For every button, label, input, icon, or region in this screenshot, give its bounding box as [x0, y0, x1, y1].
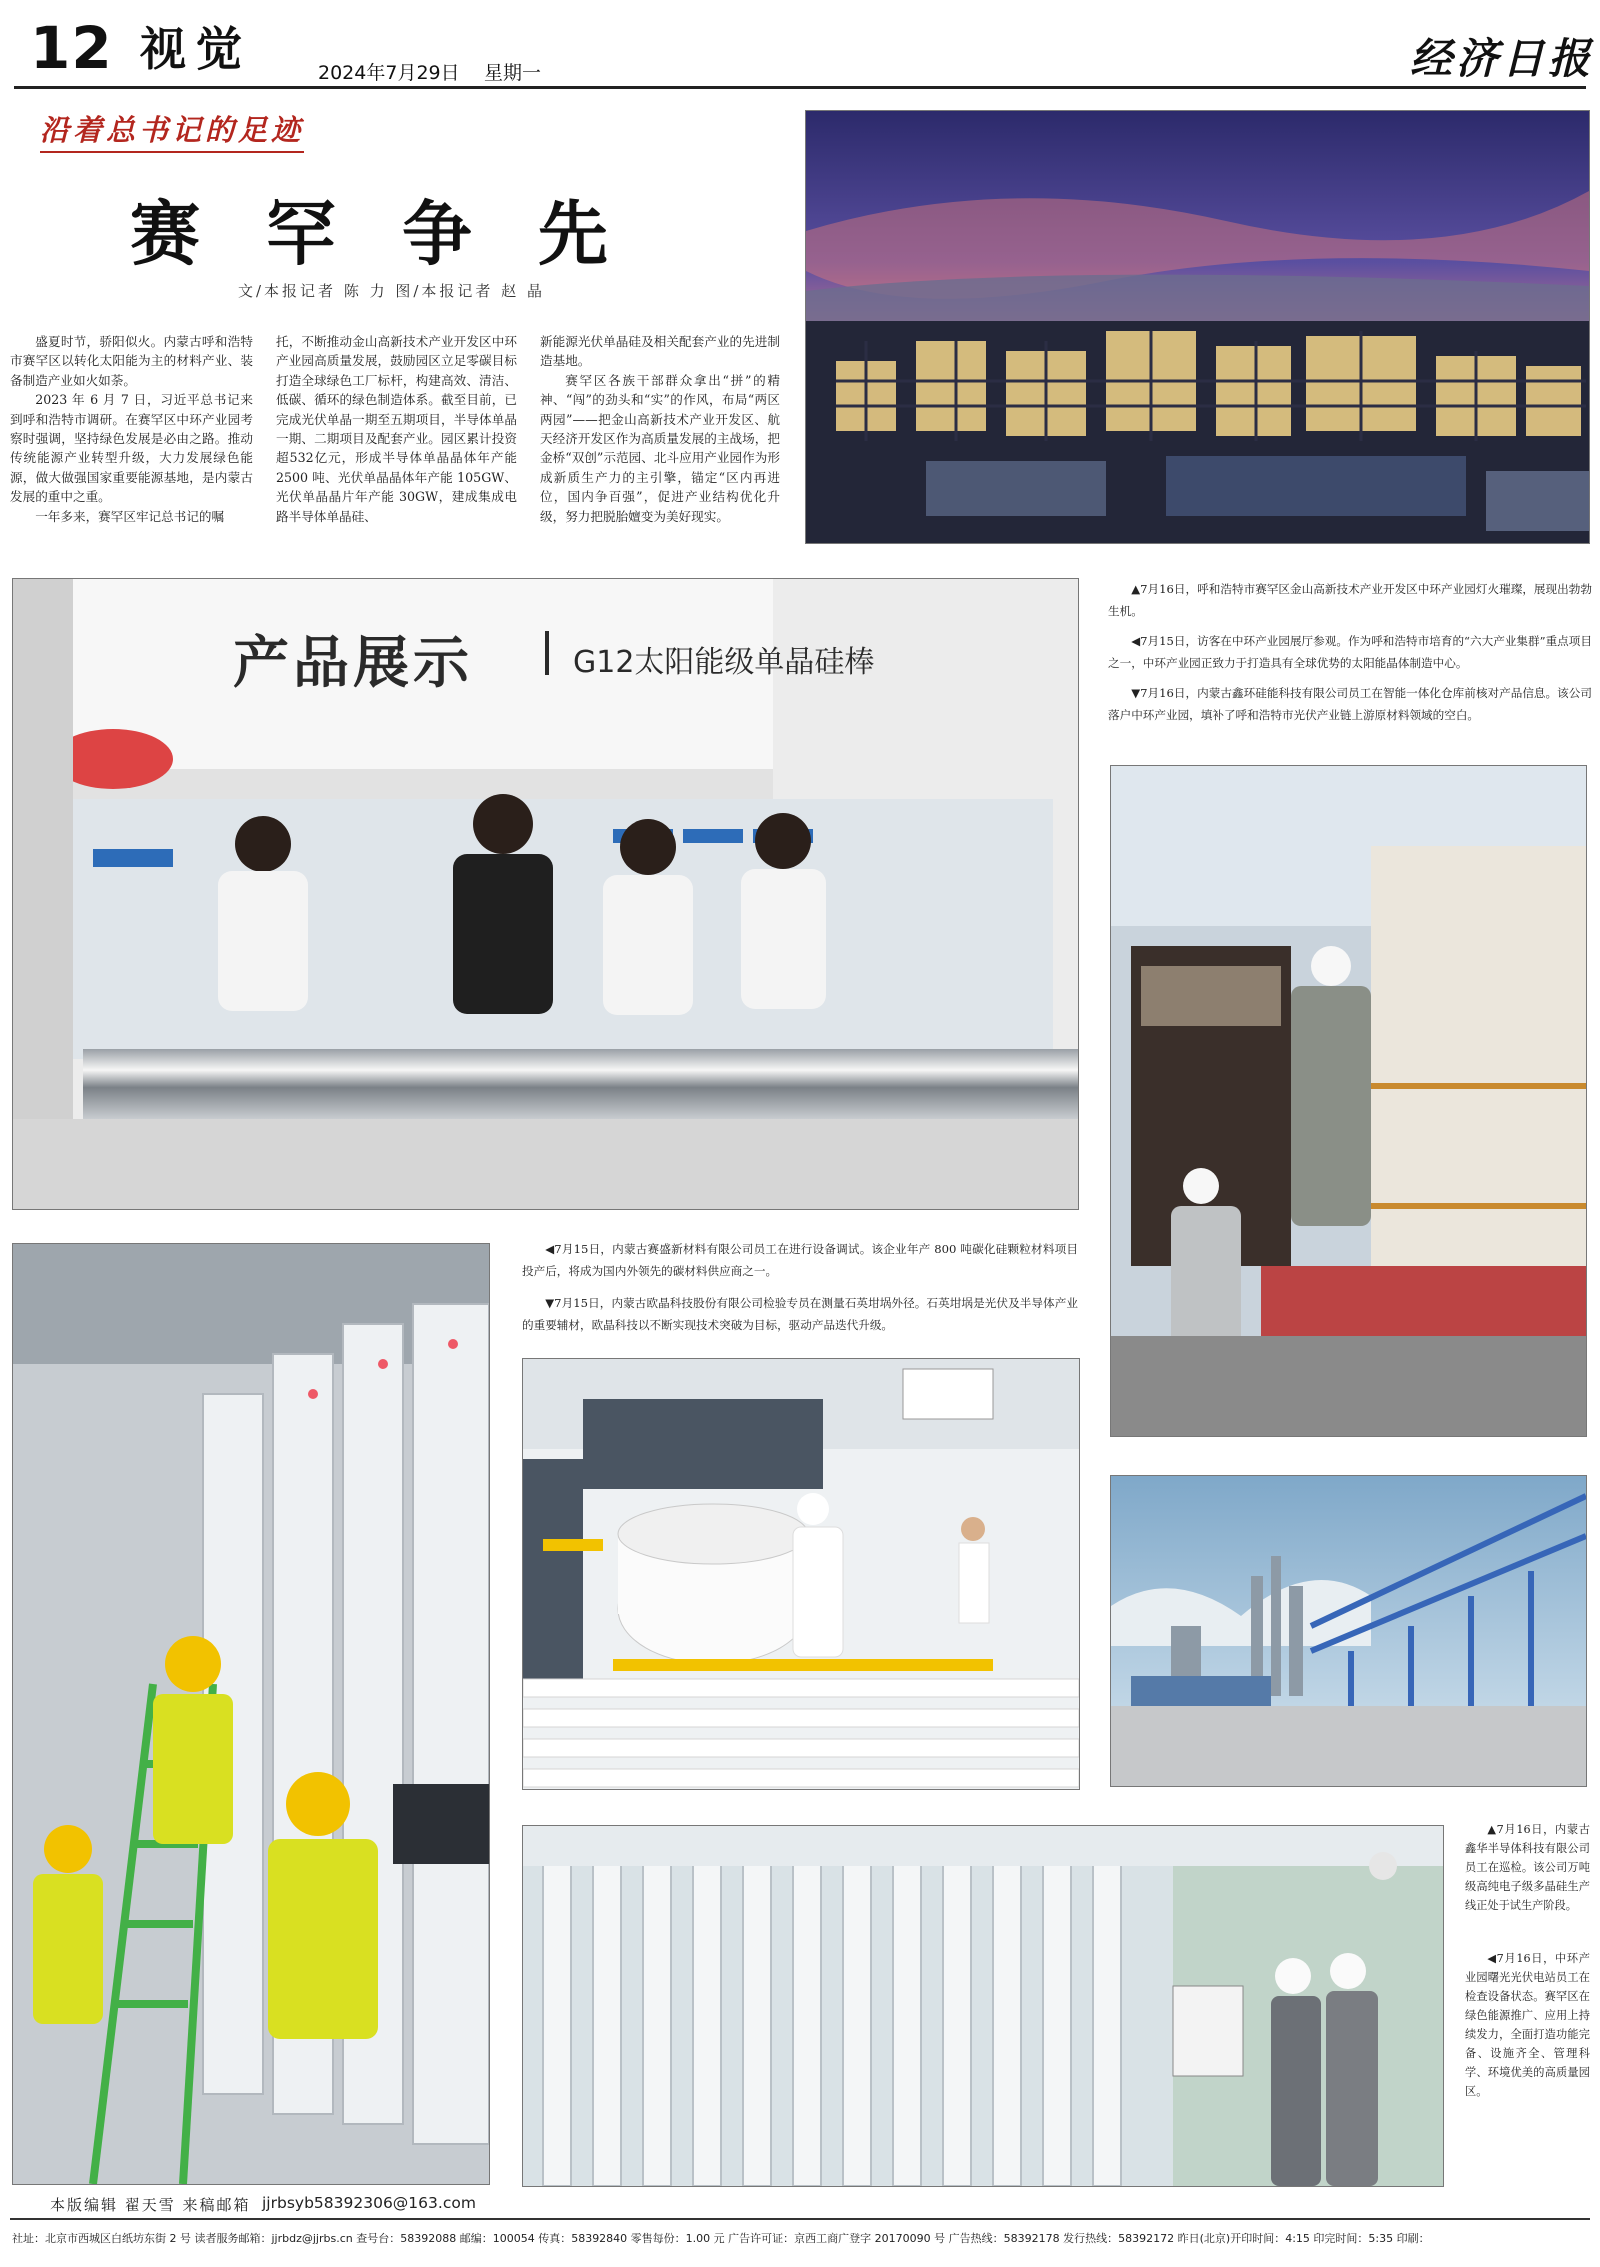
- caption: ◀7月15日，访客在中环产业园展厅参观。作为呼和浩特市培育的“六大产业集群”重点项目之一，中环产业园正致力于打造具有全球优势的太阳能晶体制造中心。: [1108, 634, 1592, 670]
- product-display-divider: [545, 631, 549, 675]
- issue-weekday: 星期一: [484, 62, 542, 84]
- photo-workers-ladder: [12, 1243, 490, 2185]
- caption-group-middle: [522, 1238, 1078, 1336]
- paragraph: 新能源光伏单晶硅及相关配套产业的先进制造基地。: [540, 334, 780, 369]
- caption: ▲7月16日，呼和浩特市赛罕区金山高新技术产业开发区中环产业园灯火璀璨，展现出勃勃生机。: [1108, 582, 1592, 618]
- newspaper-logo: 经济日报: [1410, 34, 1595, 83]
- paragraph: 赛罕区各族干部群众拿出“拼”的精神、“闯”的劲头和“实”的作风，布局“两区两园”——把金山高新技术产业开发区、航天经济开发区作为高质量发展的主战场，把金桥“双创”示范园、北斗应用产业园作为形成新质生产力的主引擎，锚定“区内再进位，国内争百强”，促进产业结构优化升级，努力把脱胎嬗变为美好现实。: [540, 372, 780, 524]
- footer-email: jjrbsyb58392306@163.com: [262, 2194, 476, 2212]
- issue-date: 2024年7月29日: [318, 62, 460, 84]
- article-column-2: [276, 332, 517, 526]
- caption: ▼7月15日，内蒙古欧晶科技股份有限公司检验专员在测量石英坩埚外径。石英坩埚是光伏及半导体产业的重要辅材，欧晶科技以不断实现技术突破为目标，驱动产品迭代升级。: [522, 1296, 1078, 1332]
- photo-pv-station-inspection: [522, 1825, 1444, 2187]
- photo-lab-crucible: [522, 1358, 1080, 1790]
- product-display-subtitle: G12太阳能级单晶硅棒: [573, 645, 875, 680]
- photo-polysilicon-plant: [1110, 1475, 1587, 1787]
- photo-industrial-park-dusk: [805, 110, 1590, 544]
- product-display-title: 产品展示: [233, 631, 473, 696]
- article-column-1: [10, 332, 253, 526]
- caption: ◀7月16日，中环产业园曙光光伏电站员工在检查设备状态。赛罕区在绿色能源推广、应用上持续发力，全面打造功能完备、设施齐全、管理科学、环境优美的高质量园区。: [1465, 1952, 1590, 2098]
- footer-editors: 本版编辑 翟天雪 来稿邮箱: [50, 2196, 251, 2214]
- paragraph: 盛夏时节，骄阳似火。内蒙古呼和浩特市赛罕区以转化太阳能为主的材料产业、装备制造产业如火如荼。: [10, 334, 253, 388]
- masthead-rule: [14, 86, 1586, 89]
- paragraph: 2023 年 6 月 7 日，习近平总书记来到呼和浩特市调研。在赛罕区中环产业园考察时强调，坚持绿色发展是必由之路。推动传统能源产业转型升级，大力发展绿色能源，做大做强国家重要能源基地，是内蒙古发展的重中之重。: [10, 392, 253, 505]
- headline: 赛罕争先: [130, 193, 674, 275]
- paragraph: 一年多来，赛罕区牢记总书记的嘱: [35, 508, 225, 524]
- kicker: 沿着总书记的足迹: [40, 108, 304, 153]
- page-number: 12: [30, 14, 113, 82]
- section-title: 视觉: [140, 22, 252, 76]
- caption-group-side: [1465, 1820, 1590, 2101]
- caption: ▼7月16日，内蒙古鑫环硅能科技有限公司员工在智能一体化仓库前核对产品信息。该公司落户中环产业园，填补了呼和浩特市光伏产业链上游原材料领域的空白。: [1108, 686, 1592, 722]
- footer-rule: [10, 2218, 1590, 2220]
- paragraph: 托，不断推动金山高新技术产业开发区中环产业园高质量发展，鼓励园区立足零碳目标打造全球绿色工厂标杆，构建高效、清洁、低碳、循环的绿色制造体系。截至目前，已完成光伏单晶一期至五期项目，半导体单晶一期、二期项目及配套产业。园区累计投资超532亿元，形成半导体单晶晶体年产能 2500 吨、光伏单晶晶体年产能 105GW、光伏单晶晶片年产能 30GW，建成集成电路半导体单晶硅、: [276, 334, 517, 524]
- byline: 文/本报记者 陈 力 图/本报记者 赵 晶: [238, 282, 545, 300]
- photo-warehouse-workers: [1110, 765, 1587, 1437]
- photo-product-display: [12, 578, 1079, 1210]
- caption: ◀7月15日，内蒙古赛盛新材料有限公司员工在进行设备调试。该企业年产 800 吨碳化硅颗粒材料项目投产后，将成为国内外领先的碳材料供应商之一。: [522, 1242, 1078, 1278]
- caption: ▲7月16日，内蒙古鑫华半导体科技有限公司员工在巡检。该公司万吨级高纯电子级多晶硅生产线正处于试生产阶段。: [1465, 1823, 1590, 1912]
- article-column-3: [540, 332, 780, 526]
- footer-info: 社址：北京市西城区白纸坊东街 2 号 读者服务邮箱：jjrbdz@jjrbs.cn 查号台：58392088 邮编：100054 传真：58392840 零售每份：1.00 元 广告许可证：京西工商广登字 20170090 号 广告热线：58392178 发行热线：58392172 昨日(北京)开印时间：4:15 印完时间：5:35 印刷：: [12, 2232, 1430, 2245]
- caption-group-right-top: [1108, 578, 1592, 726]
